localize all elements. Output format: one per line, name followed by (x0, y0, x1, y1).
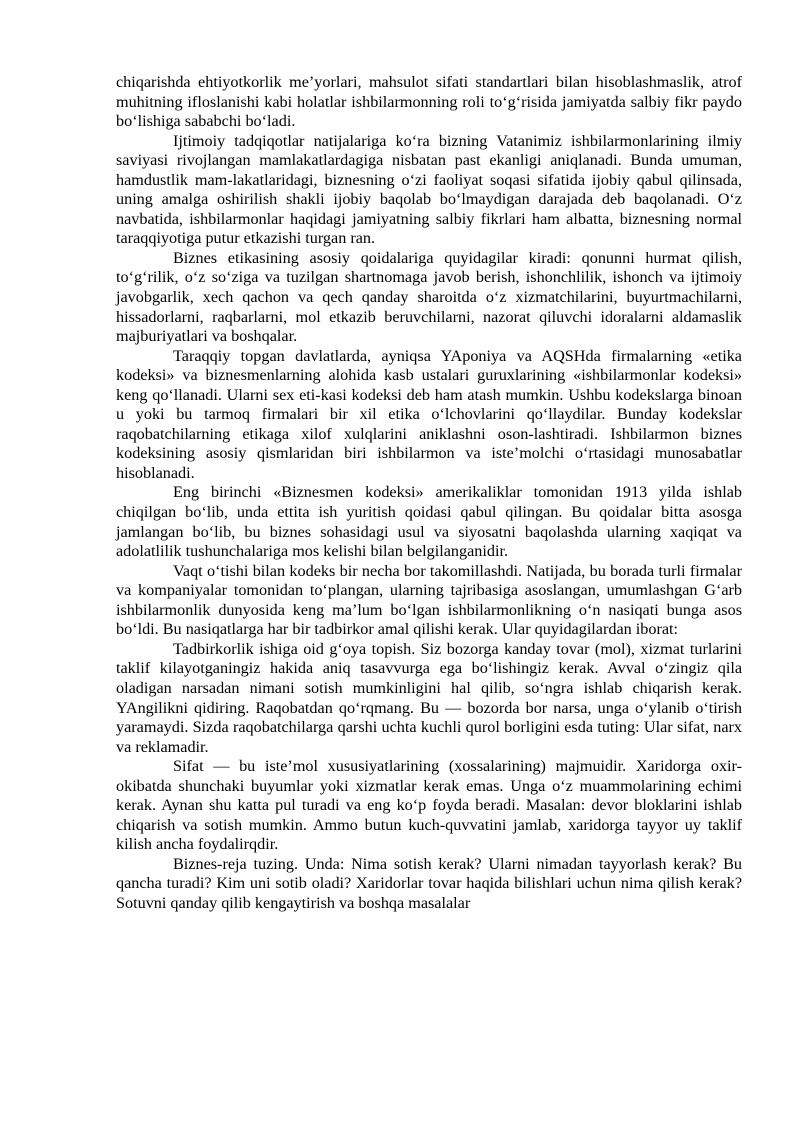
paragraph-7: Tadbirkorlik ishiga oid g‘oya topish. Siz bozorga kanday tovar (mol), xizmat turlarini taklif kilayotganingiz hakida aniq tasavvurga ega bo‘lishingiz kerak. Avval o‘zingiz qila oladigan narsadan nimani sotish mumkinligini hal qilib, so‘ngra ishlab chiqarish kerak. YAngilikni qidiring. Raqobatdan qo‘rqmang. Bu — bozorda bor narsa, unga o‘ylanib o‘tirish yaramaydi. Sizda raqobatchilarga qarshi uchta kuchli qurol borligini esda tuting: Ular sifat, narx va reklamadir. (116, 639, 742, 756)
paragraph-6: Vaqt o‘tishi bilan kodeks bir necha bor takomillashdi. Natijada, bu borada turli firmalar va kompaniyalar tomonidan to‘plangan, ularning tajribasiga asoslangan, umumlashgan G‘arb ishbilarmonlik dunyosida keng ma’lum bo‘lgan ishbilarmonlikning o‘n nasiqati bunga asos bo‘ldi. Bu nasiqatlarga har bir tadbirkor amal qilishi kerak. Ular quyidagilardan iborat: (116, 561, 742, 639)
document-page (116, 73, 742, 914)
paragraph-5: Eng birinchi «Biznesmen kodeksi» amerikaliklar tomonidan 1913 yilda ishlab chiqilgan bo‘lib, unda ettita ish yuritish qoidasi qabul qilingan. Bu qoidalar bitta asosga jamlangan bo‘lib, bu biznes sohasidagi usul va siyosatni baqolashda ularning xaqiqat va adolatlilik tushunchalariga mos kelishi bilan belgilanganidir. (116, 483, 742, 561)
paragraph-1: chiqarishda ehtiyotkorlik me’yorlari, mahsulot sifati standartlari bilan hisoblashmaslik, atrof muhitning ifloslanishi kabi holatlar ishbilarmonning roli to‘g‘risida jamiyatda salbiy fikr paydo bo‘lishiga sababchi bo‘ladi. (116, 73, 742, 131)
paragraph-2: Ijtimoiy tadqiqotlar natijalariga ko‘ra bizning Vatanimiz ishbilarmonlarining ilmiy saviyasi rivojlangan mamlakatlardagiga nisbatan past ekanligi aniqlanadi. Bunda umuman, hamdustlik mam-lakatlaridagi, biznesning o‘zi faoliyat soqasi sifatida ijobiy qabul qilinsada, uning amalga oshirilish shakli ijobiy baqolab bo‘lmaydigan darajada deb baqolanadi. O‘z navbatida, ishbilarmonlar haqidagi jamiyatning salbiy fikrlari ham albatta, biznesning normal taraqqiyotiga putur etkazishi turgan ran. (116, 131, 742, 248)
paragraph-4: Taraqqiy topgan davlatlarda, ayniqsa YAponiya va AQSHda firmalarning «etika kodeksi» va biznesmenlarning alohida kasb ustalari guruxlarining «ishbilarmonlar kodeksi» keng qo‘llanadi. Ularni sex eti-kasi kodeksi deb ham atash mumkin. Ushbu kodekslarga binoan u yoki bu tarmoq firmalari bir xil etika o‘lchovlarini qo‘llaydilar. Bunday kodekslar raqobatchilarning etikaga xilof xulqlarini aniklashni oson-lashtiradi. Ishbilarmon biznes kodeksining asosiy qismlaridan biri ishbilarmon va iste’molchi o‘rtasidagi munosabatlar hisoblanadi. (116, 346, 742, 482)
paragraph-8: Sifat — bu iste’mol xususiyatlarining (xossalarining) majmuidir. Xaridorga oxir-okibatda shunchaki buyumlar yoki xizmatlar kerak emas. Unga o‘z muammolarining echimi kerak. Aynan shu katta pul turadi va eng ko‘p foyda beradi. Masalan: devor bloklarini ishlab chiqarish va sotish mumkin. Ammo butun kuch-quvvatini jamlab, xaridorga tayyor uy taklif kilish ancha foydalirqdir. (116, 757, 742, 854)
paragraph-9: Biznes-reja tuzing. Unda: Nima sotish kerak? Ularni nimadan tayyorlash kerak? Bu qancha turadi? Kim uni sotib oladi? Xaridorlar tovar haqida bilishlari uchun nima qilish kerak? Sotuvni qanday qilib kengaytirish va boshqa masalalar (116, 854, 742, 912)
paragraph-3: Biznes etikasining asosiy qoidalariga quyidagilar kiradi: qonunni hurmat qilish, to‘g‘rilik, o‘z so‘ziga va tuzilgan shartnomaga javob berish, ishonchlilik, ishonch va ijtimoiy javobgarlik, xech qachon va qech qanday sharoitda o‘z xizmatchilarini, buyurtmachilarni, hissadorlarni, raqbarlarni, mol etkazib beruvchilarni, nazorat qiluvchi idoralarni aldamaslik majburiyatlari va boshqalar. (116, 248, 742, 346)
